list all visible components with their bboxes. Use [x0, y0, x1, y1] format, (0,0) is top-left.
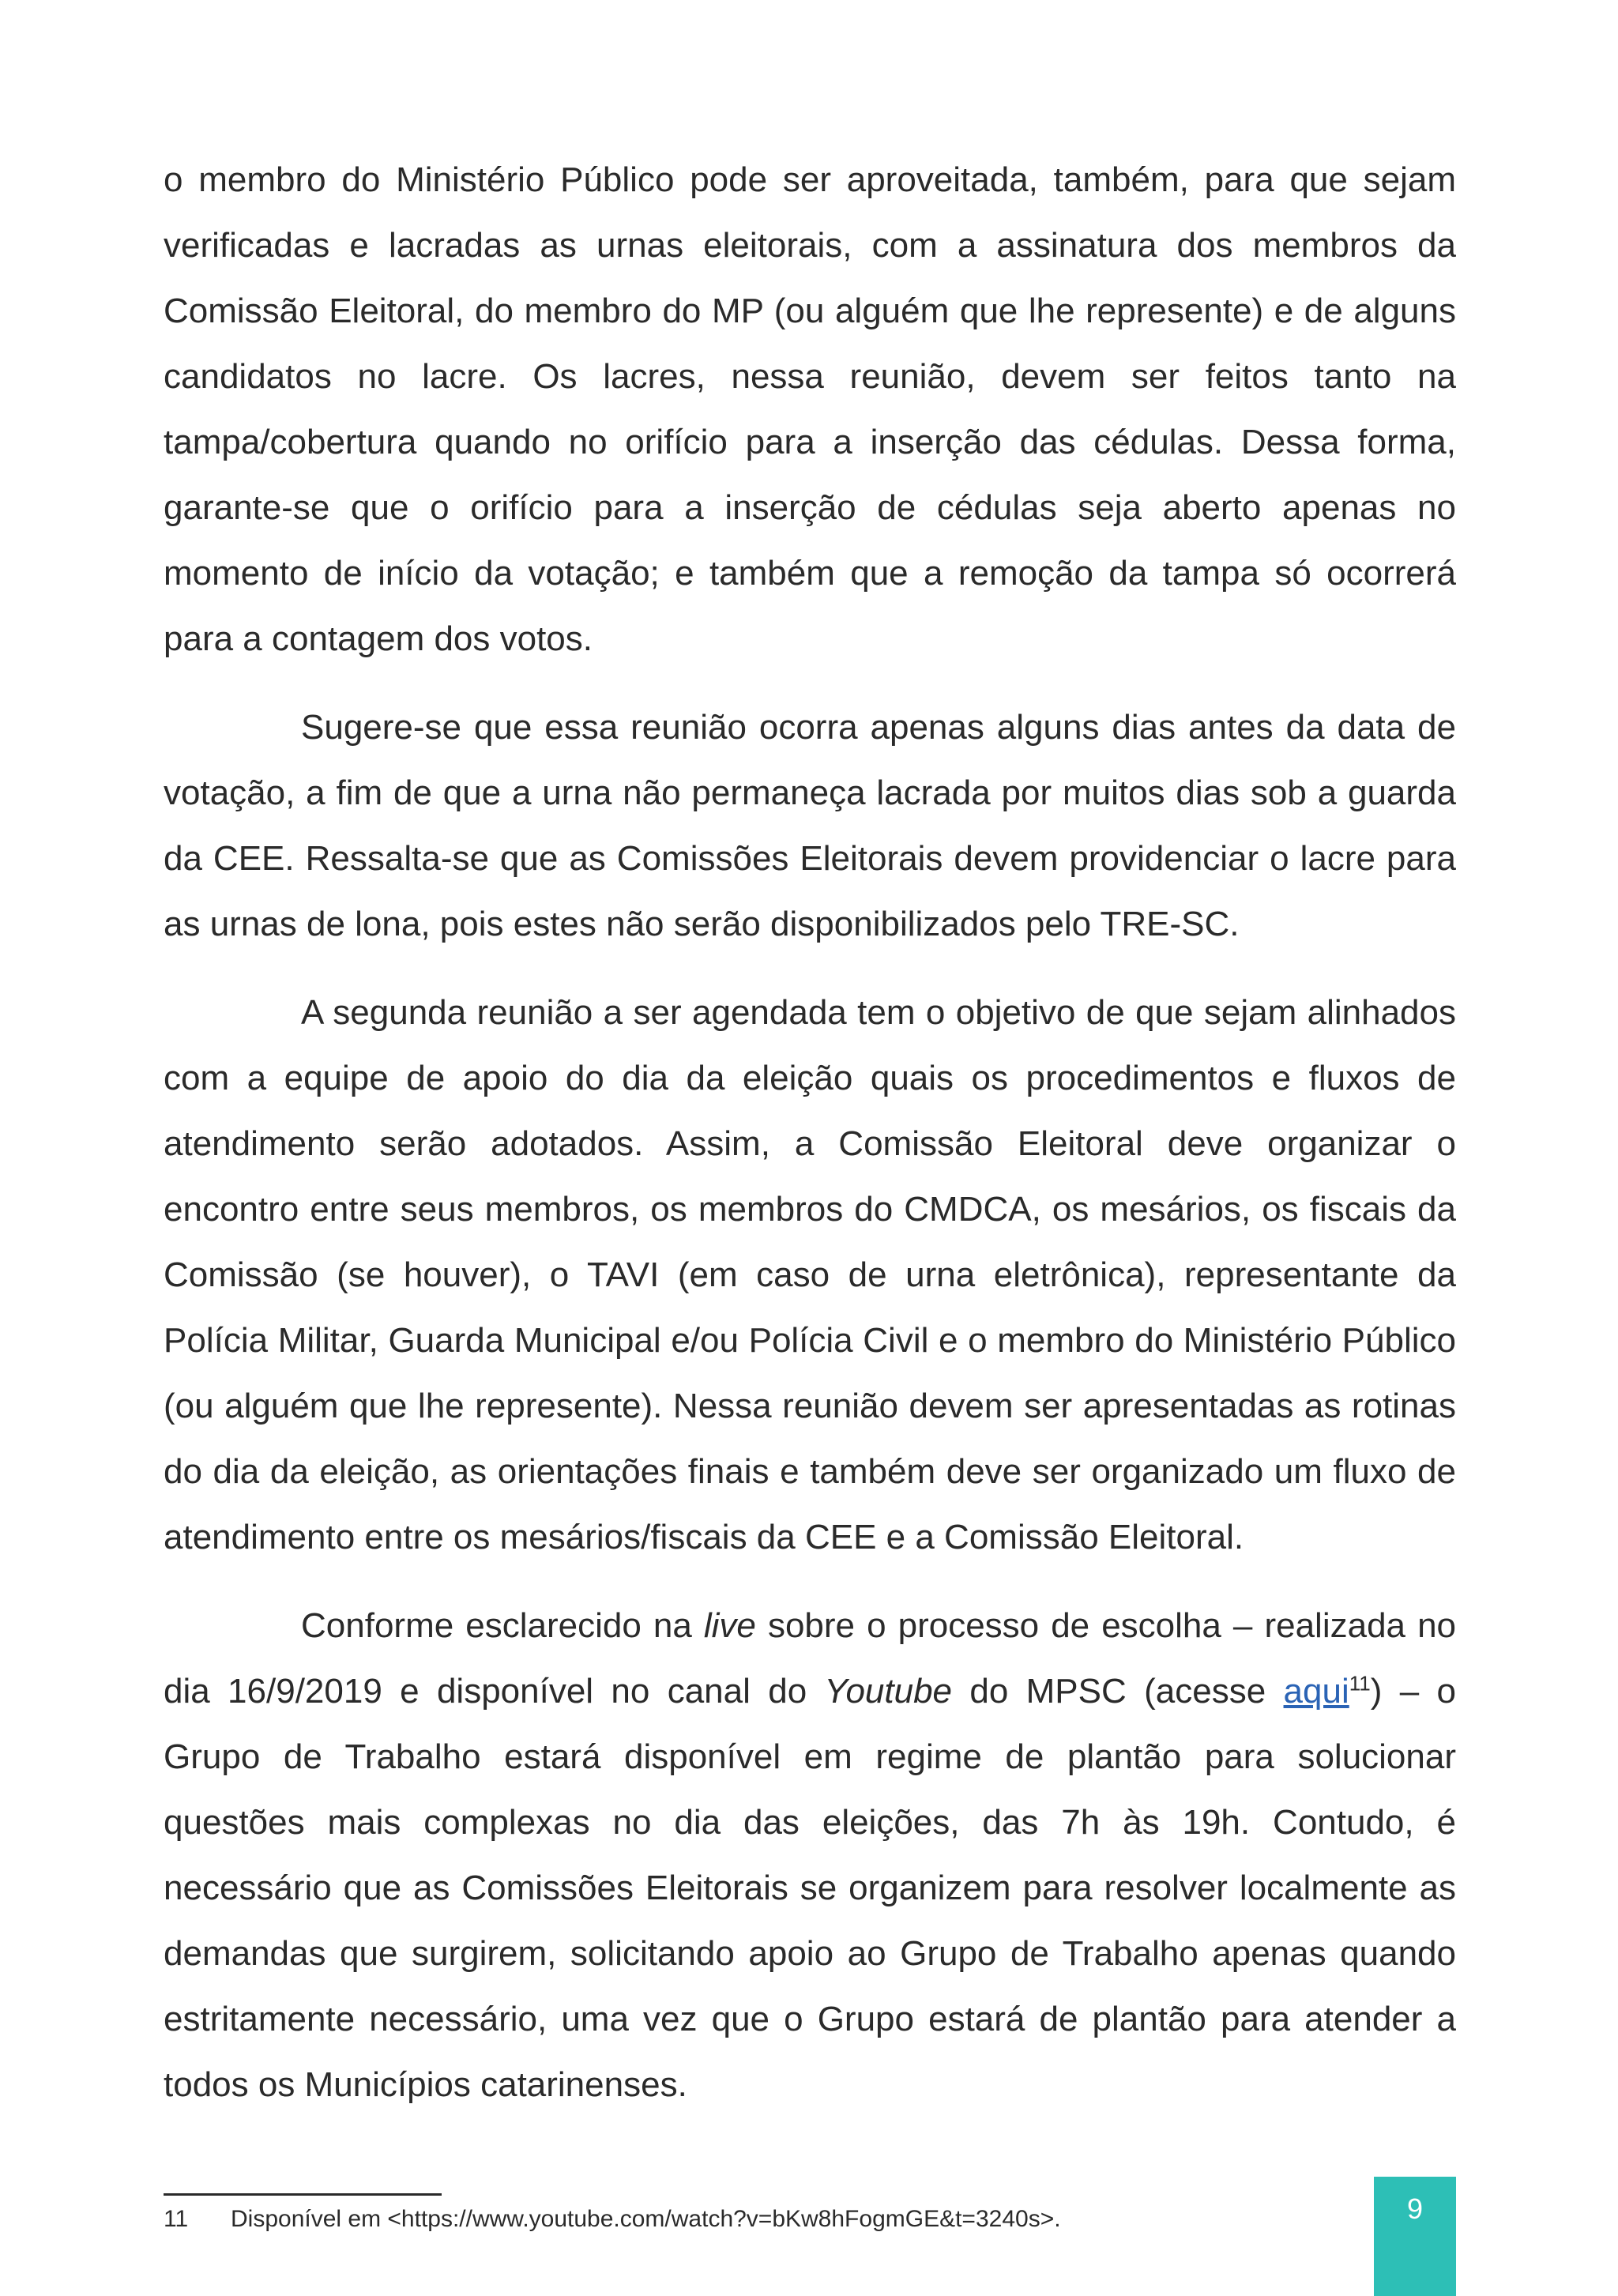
live-emphasis: live	[703, 1606, 756, 1645]
footnote-divider	[164, 2193, 442, 2196]
page-number: 9	[1406, 2192, 1424, 2225]
paragraph-4-text-2: sobre o processo de escolha – realizada no dia 16/9/2019 e disponível no canal do	[164, 1606, 1457, 1711]
footnote-reference[interactable]: 11	[1349, 1671, 1371, 1696]
paragraph-3: A segunda reunião a ser agendada tem o objetivo de que sejam alinhados com a equipe de apoio do dia da eleição quais os procedimentos e fluxos de atendimento serão adotados. Assim, a Comissão Eleitoral deve organizar o encontro entre seus membros, os membros do CMDCA, os mesários, os fiscais da Comissão (se houver), o TAVI (em caso de urna eletrônica), representante da Polícia Militar, Guarda Municipal e/ou Polícia Civil e o membro do Ministério Público (ou alguém que lhe represente). Nessa reunião devem ser apresentadas as rotinas do dia da eleição, as orientações finais e também deve ser organizado um fluxo de atendimento entre os mesários/fiscais da CEE e a Comissão Eleitoral.	[164, 993, 1456, 1556]
paragraph-4-text-3: do MPSC (acesse	[952, 1672, 1284, 1711]
footnote-number: 11	[164, 2206, 189, 2232]
paragraph-4-text-1: Conforme esclarecido na	[301, 1606, 704, 1645]
paragraph-4	[164, 1593, 1456, 2117]
paragraph-2: Sugere-se que essa reunião ocorra apenas alguns dias antes da data de votação, a fim de que a urna não permaneça lacrada por muitos dias sob a guarda da CEE. Ressalta-se que as Comissões Eleitorais devem providenciar o lacre para as urnas de lona, pois estes não serão disponibilizados pelo TRE-SC.	[164, 708, 1456, 943]
page-number-tab	[1374, 2177, 1456, 2296]
paragraph-1: o membro do Ministério Público pode ser aproveitada, também, para que sejam verificadas e lacradas as urnas eleitorais, com a assinatura dos membros da Comissão Eleitoral, do membro do MP (ou alguém que lhe represente) e de alguns candidatos no lacre. Os lacres, nessa reunião, devem ser feitos tanto na tampa/cobertura quando no orifício para a inserção das cédulas. Dessa forma, garante-se que o orifício para a inserção de cédulas seja aberto apenas no momento de início da votação; e também que a remoção da tampa só ocorrerá para a contagem dos votos.	[164, 160, 1456, 658]
aqui-link[interactable]: aqui	[1283, 1672, 1349, 1711]
footnote-text: Disponível em <https://www.youtube.com/watch?v=bKw8hFogmGE&t=3240s>.	[231, 2206, 1061, 2232]
page-body	[164, 147, 1456, 2140]
youtube-emphasis: Youtube	[824, 1672, 953, 1711]
paragraph-4-text-4: ) – o Grupo de Trabalho estará disponível em regime de plantão para solucionar questões mais complexas no dia das eleições, das 7h às 19h. Contudo, é necessário que as Comissões Eleitorais se organizem para resolver localmente as demandas que surgirem, solicitando apoio ao Grupo de Trabalho apenas quando estritamente necessário, uma vez que o Grupo estará de plantão para atender a todos os Municípios catarinenses.	[164, 1672, 1456, 2104]
footnote	[164, 2204, 1061, 2234]
